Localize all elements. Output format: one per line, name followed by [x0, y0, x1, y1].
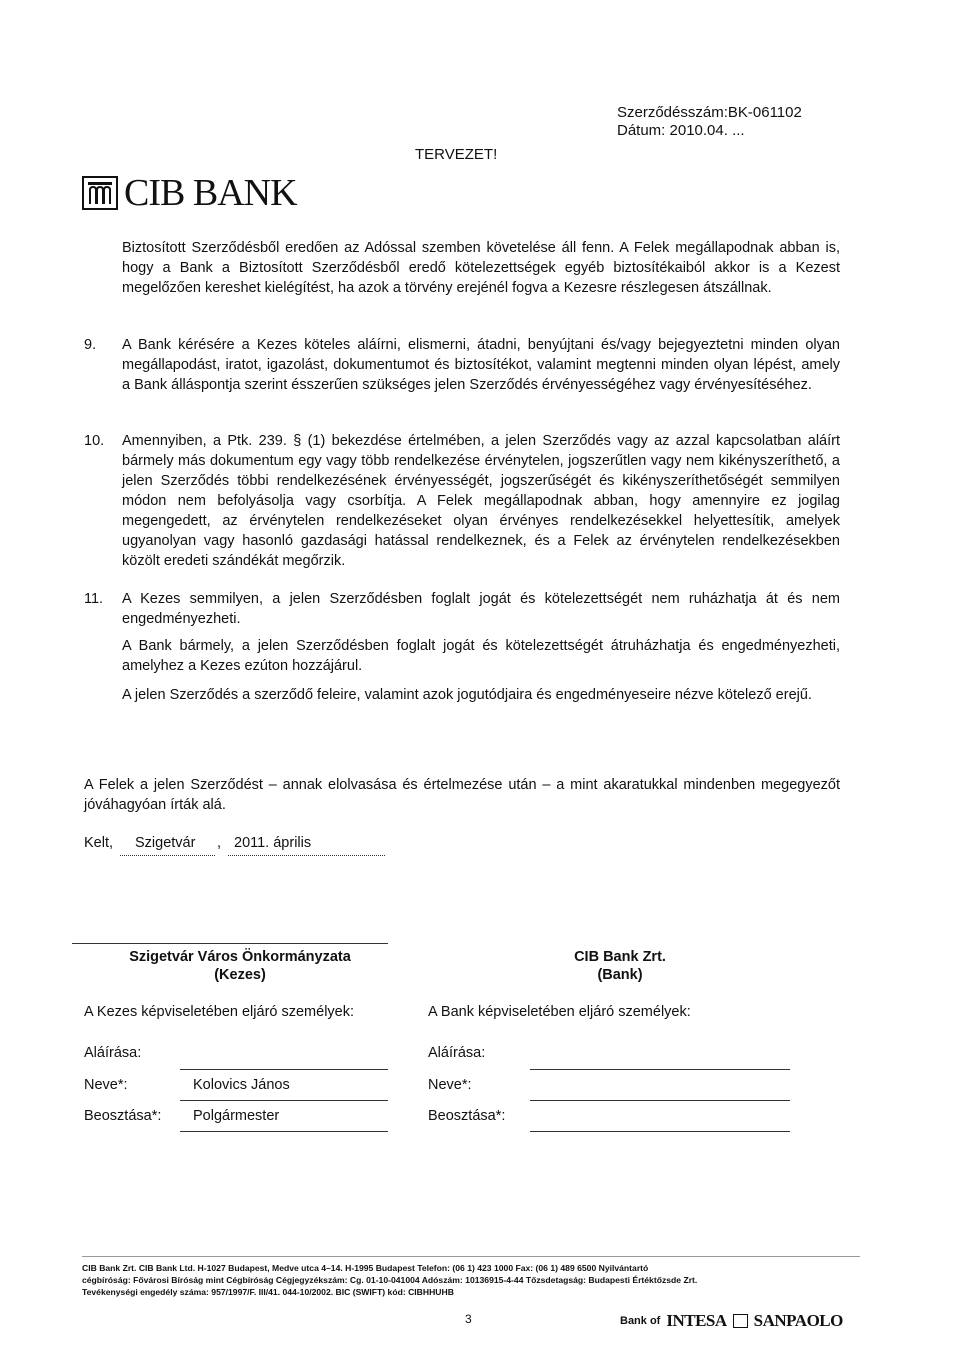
cib-emblem-icon [82, 176, 118, 210]
left-name-line [180, 1100, 388, 1101]
left-representatives-label: A Kezes képviseletében eljáró személyek: [84, 1004, 355, 1020]
left-signature-label: Aláírása: [84, 1045, 142, 1061]
place-value: Szigetvár [135, 835, 196, 851]
section-number: 11. [84, 591, 104, 607]
contract-date: Dátum: 2010.04. ... [617, 122, 745, 139]
right-signature-label: Aláírása: [428, 1045, 486, 1061]
place-date-separator: , [217, 835, 222, 851]
section-11-paragraph: A Bank bármely, a jelen Szerződésben foglalt jogát és kötelezettségét átruházhatja és engedményezheti, amelyhez a Kezes ezúton hozzájárul. [122, 638, 840, 674]
draft-label: TERVEZET! [415, 146, 498, 163]
section-number: 9. [84, 337, 97, 353]
intesa-sanpaolo-logo [620, 1311, 843, 1331]
right-party-name: CIB Bank Zrt. [574, 949, 666, 965]
closing-paragraph: A Felek a jelen Szerződést – annak elolvasása és értelmezése után – a mint akaratukkal mindenben megegyezőt jóváhagyóan írták alá. [84, 777, 840, 813]
section-10-text: Amennyiben, a Ptk. 239. § (1) bekezdése értelmében, a jelen Szerződés vagy az azzal kapcsolatban aláírt bármely más dokumentum egy vagy több rendelkezése érvénytelen, jogszerűtlen vagy nem kikényszeríthető, a jelen Szerződés többi rendelkezésének érvényességét, jogszerűségét és kikényszeríthetőségét semmilyen módon nem befolyásolja vagy csorbítja. A Felek megállapodnak abban, hogy amennyire ez jogilag megengedett, az érvénytelen rendelkezéseket olyan érvényes rendelkezésekkel helyettesítik, amelyek ugyanolyan vagy hasonló gazdasági hatással rendelkeznek, és a Felek az érvénytelen rendelkezésekben közölt eredeti szándékát megőrzik. [122, 433, 840, 569]
left-position-value: Polgármester [193, 1108, 280, 1124]
sanpaolo-wordmark: SANPAOLO [753, 1311, 843, 1330]
page-number: 3 [465, 1312, 472, 1326]
place-date-prefix: Kelt, [84, 835, 114, 851]
right-name-line [530, 1100, 790, 1101]
bank-of-label: Bank of [620, 1315, 661, 1327]
left-party-name: Szigetvár Város Önkormányzata [129, 949, 351, 965]
cib-emblem-small-icon [733, 1314, 748, 1328]
footer-line: cégbíróság: Fővárosi Bíróság mint Cégbíróság Cégjegyzékszám: Cg. 01-10-041004 Adószám: 10136915-4-44 Tőzsdetagság: Budapesti Értéktőzsde Zrt. [82, 1275, 698, 1285]
place-underline [120, 855, 215, 856]
right-representatives-label: A Bank képviseletében eljáró személyek: [428, 1004, 691, 1020]
logo-text: CIB BANK [124, 172, 297, 214]
left-signature-line [180, 1069, 388, 1070]
cib-bank-logo [82, 173, 297, 213]
right-party-role: (Bank) [597, 967, 643, 983]
left-position-line [180, 1131, 388, 1132]
signature-divider [72, 943, 388, 944]
left-name-label: Neve*: [84, 1077, 128, 1093]
footer-line: Tevékenységi engedély száma: 957/1997/F. III/41. 044-10/2002. BIC (SWIFT) kód: CIBHHUHB [82, 1287, 454, 1297]
intesa-wordmark: INTESA [666, 1311, 727, 1330]
right-signature-line [530, 1069, 790, 1070]
right-name-label: Neve*: [428, 1077, 472, 1093]
right-position-line [530, 1131, 790, 1132]
section-11-paragraph: A Kezes semmilyen, a jelen Szerződésben foglalt jogát és kötelezettségét nem ruházhatja át és nem engedményezheti. [122, 591, 840, 627]
section-11-paragraph: A jelen Szerződés a szerződő feleire, valamint azok jogutódjaira és engedményeseire nézve kötelező erejű. [122, 687, 812, 703]
contract-number: Szerződésszám:BK-061102 [617, 104, 802, 121]
left-name-value: Kolovics János [193, 1077, 290, 1093]
footer-divider [82, 1256, 860, 1257]
date-value: 2011. április [234, 835, 312, 851]
footer-line: CIB Bank Zrt. CIB Bank Ltd. H-1027 Budapest, Medve utca 4–14. H-1995 Budapest Telefon: (06 1) 423 1000 Fax: (06 1) 489 6500 Nyilvántartó [82, 1263, 649, 1273]
date-underline [228, 855, 385, 856]
left-position-label: Beosztása*: [84, 1108, 162, 1124]
footer-company-info [82, 1262, 862, 1298]
section-number: 10. [84, 433, 105, 449]
left-party-role: (Kezes) [214, 967, 266, 983]
right-position-label: Beosztása*: [428, 1108, 506, 1124]
intro-paragraph: Biztosított Szerződésből eredően az Adóssal szemben követelése áll fenn. A Felek megállapodnak abban is, hogy a Bank a Biztosított Szerződésből eredő kötelezettségek egyéb biztosítékaiból akkor is a Kezest megelőzően kereshet kielégítést, ha azok a törvény erejénél fogva a Kezesre részlegesen átszállnak. [122, 240, 840, 296]
section-9-text: A Bank kérésére a Kezes köteles aláírni, elismerni, átadni, benyújtani és/vagy bejegyeztetni minden olyan megállapodást, iratot, igazolást, dokumentumot és biztosítékot, valamint megtenni minden olyan lépést, amely a Bank álláspontja szerint ésszerűen szükséges jelen Szerződés érvényességéhez vagy érvényesítéséhez. [122, 337, 840, 393]
